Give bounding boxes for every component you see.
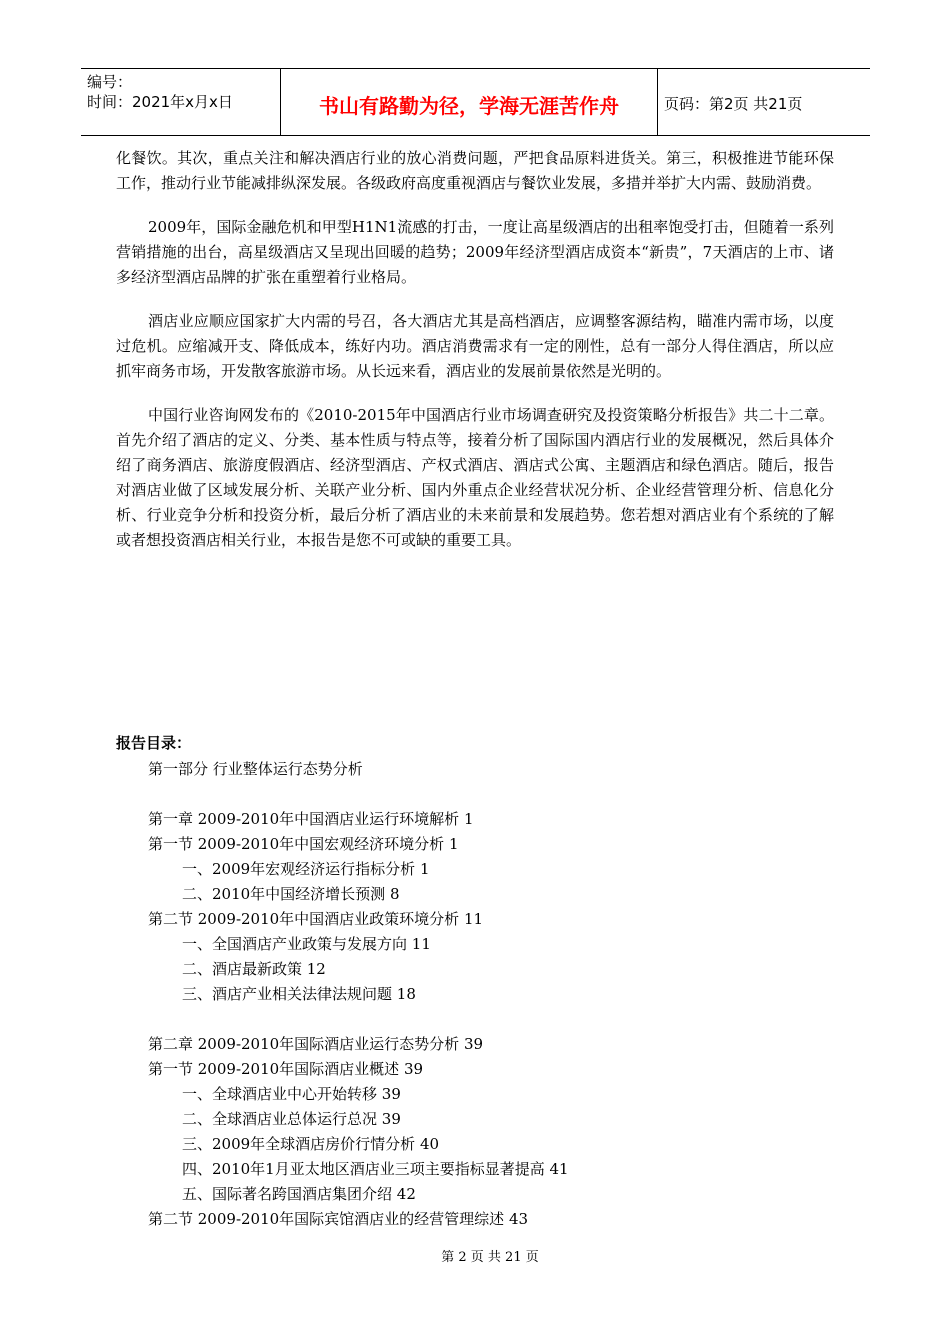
header-number-label: 编号： bbox=[87, 73, 133, 91]
toc-item: 一、2009年宏观经济运行指标分析 1 bbox=[182, 860, 430, 878]
paragraph-3: 酒店业应顺应国家扩大内需的号召，各大酒店尤其是高档酒店，应调整客源结构，瞄准内需市场，以度过危机。应缩减开支、降低成本，练好内功。酒店消费需求有一定的刚性，总有一部分人得住酒店，所以应抓牢商务市场，开发散客旅游市场。从长远来看，酒店业的发展前景依然是光明的。 bbox=[116, 312, 834, 380]
body-text bbox=[116, 146, 834, 572]
paragraph-4: 中国行业咨询网发布的《2010-2015年中国酒店行业市场调查研究及投资策略分析报告》共二十二章。首先介绍了酒店的定义、分类、基本性质与特点等，接着分析了国际国内酒店行业的发展概况，然后具体介绍了商务酒店、旅游度假酒店、经济型酒店、产权式酒店、酒店式公寓、主题酒店和绿色酒店。随后，报告对酒店业做了区域发展分析、关联产业分析、国内外重点企业经营状况分析、企业经营管理分析、信息化分析、行业竞争分析和投资分析，最后分析了酒店业的未来前景和发展趋势。您若想对酒店业有个系统的了解或者想投资酒店相关行业，本报告是您不可或缺的重要工具。 bbox=[116, 406, 834, 549]
toc-section: 第一节 2009-2010年中国宏观经济环境分析 1 bbox=[148, 835, 459, 853]
toc-spacer bbox=[116, 782, 834, 807]
header-date-label: 时间：2021年x月x日 bbox=[87, 93, 233, 111]
toc-item: 二、2010年中国经济增长预测 8 bbox=[182, 885, 400, 903]
header-meta bbox=[81, 69, 281, 135]
toc-item: 三、酒店产业相关法律法规问题 18 bbox=[182, 985, 416, 1003]
page-header bbox=[81, 68, 870, 136]
toc-item: 五、国际著名跨国酒店集团介绍 42 bbox=[182, 1185, 416, 1203]
header-motto: 书山有路勤为径，学海无涯苦作舟 bbox=[281, 69, 658, 135]
header-page-label: 页码：第2页 共21页 bbox=[664, 94, 803, 113]
toc-section: 第二节 2009-2010年中国酒店业政策环境分析 11 bbox=[148, 910, 484, 928]
toc-item: 三、2009年全球酒店房价行情分析 40 bbox=[182, 1135, 440, 1153]
paragraph-1: 化餐饮。其次，重点关注和解决酒店行业的放心消费问题，严把食品原料进货关。第三，积极推进节能环保工作，推动行业节能减排纵深发展。各级政府高度重视酒店与餐饮业发展，多措并举扩大内需、鼓励消费。 bbox=[116, 149, 834, 192]
toc-part: 第一部分 行业整体运行态势分析 bbox=[148, 760, 363, 778]
table-of-contents bbox=[116, 757, 834, 1232]
paragraph-2: 2009年，国际金融危机和甲型H1N1流感的打击，一度让高星级酒店的出租率饱受打击，但随着一系列营销措施的出台，高星级酒店又呈现出回暖的趋势；2009年经济型酒店成资本“新贵”，7天酒店的上市、诸多经济型酒店品牌的扩张在重塑着行业格局。 bbox=[116, 218, 834, 286]
toc-section: 第二节 2009-2010年国际宾馆酒店业的经营管理综述 43 bbox=[148, 1210, 529, 1228]
toc-spacer bbox=[116, 1007, 834, 1032]
toc-item: 一、全国酒店产业政策与发展方向 11 bbox=[182, 935, 431, 953]
toc-item: 一、全球酒店业中心开始转移 39 bbox=[182, 1085, 401, 1103]
toc-item: 四、2010年1月亚太地区酒店业三项主要指标显著提高 41 bbox=[182, 1160, 569, 1178]
toc-chapter: 第一章 2009-2010年中国酒店业运行环境解析 1 bbox=[148, 810, 474, 828]
toc-section: 第一节 2009-2010年国际酒店业概述 39 bbox=[148, 1060, 424, 1078]
toc-item: 二、酒店最新政策 12 bbox=[182, 960, 326, 978]
page-footer: 第 2 页 共 21 页 bbox=[441, 1250, 539, 1265]
toc-item: 二、全球酒店业总体运行总况 39 bbox=[182, 1110, 401, 1128]
toc-title: 报告目录： bbox=[116, 734, 192, 752]
toc-chapter: 第二章 2009-2010年国际酒店业运行态势分析 39 bbox=[148, 1035, 484, 1053]
